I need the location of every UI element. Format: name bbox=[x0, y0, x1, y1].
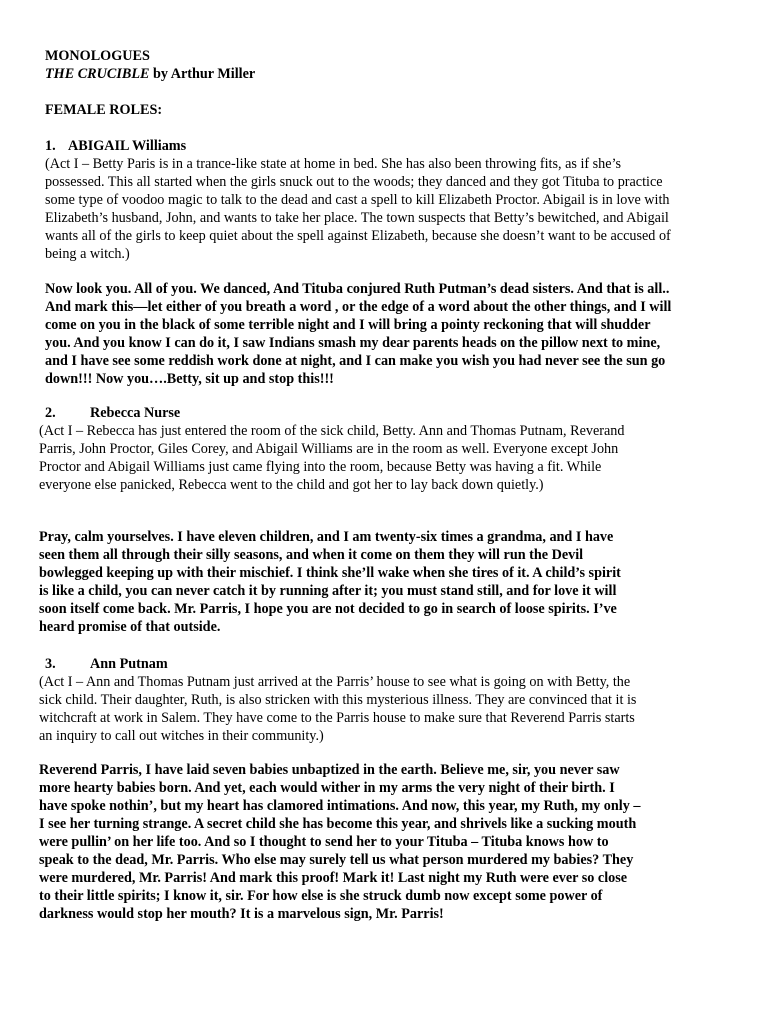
role-name: Ann Putnam bbox=[90, 656, 168, 672]
play-title: THE CRUCIBLE bbox=[45, 66, 150, 82]
play-byline: by Arthur Miller bbox=[149, 66, 256, 82]
role-heading-abigail bbox=[45, 137, 186, 155]
role-name: Rebecca Nurse bbox=[90, 405, 181, 421]
role-setup-rebecca: (Act I – Rebecca has just entered the room of the sick child, Betty. Ann and Thomas Putnam, Reverand Parris, John Proctor, Giles Corey, and Abigail Williams are in the room as well. Everyone except John Proctor and Abigail Williams just came flying into the room, because Betty was having a fit. While everyone else panicked, Rebecca went to the child and got her to lay back down quietly.) bbox=[39, 423, 625, 493]
role-setup-abigail: (Act I – Betty Paris is in a trance-like state at home in bed. She has also been throwing fits, as if she’s possessed. This all started when the girls snuck out to the woods; they danced and they got Tituba to practice some type of voodoo magic to talk to the dead and cast a spell to kill Elizabeth Proctor. Abigail is in love with Elizabeth’s husband, John, and wants to take her place. The town suspects that Betty’s bewitched, and Abigail wants all of the girls to keep quiet about the spell against Elizabeth, because she doesn’t want to be accused of being a witch.) bbox=[45, 156, 671, 262]
role-name: ABIGAIL Williams bbox=[68, 138, 187, 154]
document-title: MONOLOGUES bbox=[45, 48, 150, 64]
document-header bbox=[45, 47, 725, 83]
role-heading-rebecca bbox=[45, 404, 180, 422]
role-setup-ann: (Act I – Ann and Thomas Putnam just arrived at the Parris’ house to see what is going on with Betty, the sick child. Their daughter, Ruth, is also stricken with this mysterious illness. They are convinced that it is witchcraft at work in Salem. They have come to the Parris house to make sure that Reverend Parris starts an inquiry to call out witches in their community.) bbox=[39, 674, 637, 744]
role-monologue-abigail: Now look you. All of you. We danced, And Tituba conjured Ruth Putman’s dead sisters. And that is all.. And mark this—let either of you breath a word , or the edge of a word about the other things, and I will come on you in the black of some terrible night and I will bring a pointy reckoning that will shudder you. And you know I can do it, I saw Indians smash my dear parents heads on the pillow next to mine, and I have see some reddish work done at night, and I can make you wish you had never see the sun go down!!! Now you….Betty, sit up and stop this!!! bbox=[45, 281, 672, 387]
role-number: 3. bbox=[45, 656, 56, 672]
play-title-line bbox=[45, 65, 725, 83]
section-heading: FEMALE ROLES: bbox=[45, 102, 163, 118]
role-monologue-rebecca: Pray, calm yourselves. I have eleven children, and I am twenty-six times a grandma, and I have seen them all through their silly seasons, and when it come on them they will run the Devil bowlegged keeping up with their mischief. I think she’ll wake when she tires of it. A child’s spirit is like a child, you can never catch it by running after it; you must stand still, and for love it will soon itself come back. Mr. Parris, I hope you are not decided to go in search of loose spirits. I’ve heard promise of that outside. bbox=[39, 529, 621, 635]
role-number: 1. bbox=[45, 138, 56, 154]
role-monologue-ann: Reverend Parris, I have laid seven babies unbaptized in the earth. Believe me, sir, you never saw more hearty babies born. And yet, each would wither in my arms the very night of their birth. I have spoke nothin’, but my heart has clamored intimations. And now, this year, my Ruth, my only – I see her turning strange. A secret child she has become this year, and shrivels like a sucking mouth were pullin’ on her life too. And so I thought to send her to your Tituba – Tituba knows how to speak to the dead, Mr. Parris. Who else may surely tell us what person murdered my babies? They were murdered, Mr. Parris! And mark this proof! Mark it! Last night my Ruth were ever so close to their little spirits; I know it, sir. For how else is she struck dumb now except some power of darkness would stop her mouth? It is a marvelous sign, Mr. Parris! bbox=[39, 762, 641, 922]
role-heading-ann bbox=[45, 655, 168, 673]
role-number: 2. bbox=[45, 405, 56, 421]
